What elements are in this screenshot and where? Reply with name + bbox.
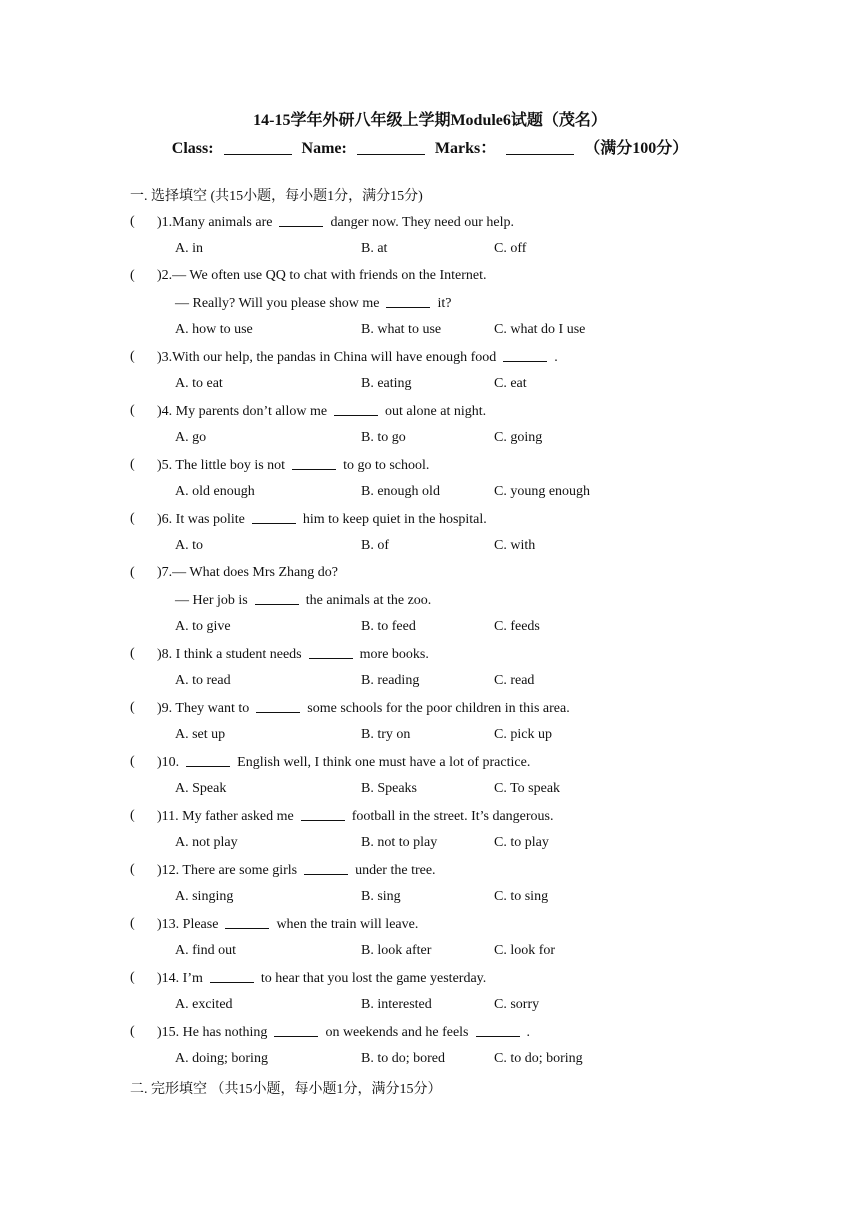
question-row — [0, 644, 860, 671]
question-row — [0, 212, 860, 239]
question-row — [0, 806, 860, 833]
answer-paren[interactable]: ( — [130, 268, 135, 283]
question-row — [0, 509, 860, 536]
answer-blank[interactable] — [255, 590, 299, 605]
question-stem — [157, 860, 436, 880]
option-c[interactable]: C. read — [494, 673, 535, 688]
stem-text: out alone at night. — [385, 404, 487, 419]
option-b[interactable]: B. eating — [361, 376, 412, 391]
answer-blank[interactable] — [301, 806, 345, 821]
stem-text: under the tree. — [355, 863, 436, 878]
question-stem — [157, 968, 486, 988]
stem-text: it? — [437, 296, 452, 311]
question-row — [0, 401, 860, 428]
stem-text: — Really? Will you please show me — [175, 296, 380, 311]
answer-paren[interactable]: ( — [130, 349, 135, 364]
answer-blank[interactable] — [274, 1022, 318, 1037]
option-c[interactable]: C. eat — [494, 376, 527, 391]
options-row — [0, 617, 860, 644]
question-list — [0, 212, 860, 1076]
option-c[interactable]: C. to play — [494, 835, 549, 850]
name-blank[interactable] — [357, 154, 425, 155]
options-row — [0, 833, 860, 860]
marks-blank[interactable] — [506, 154, 574, 155]
answer-paren[interactable]: ( — [130, 403, 135, 418]
full-score: （满分100分） — [584, 140, 689, 157]
options-row — [0, 671, 860, 698]
option-c[interactable]: C. what do I use — [494, 322, 586, 337]
answer-paren[interactable]: ( — [130, 646, 135, 661]
option-b[interactable]: B. reading — [361, 673, 420, 688]
options-row — [0, 320, 860, 347]
option-c[interactable]: C. young enough — [494, 484, 591, 499]
question-row — [0, 266, 860, 293]
stem-text: . — [554, 350, 558, 365]
stem-text: )12. There are some girls — [157, 863, 298, 878]
options-row — [0, 887, 860, 914]
stem-text: )10. — [157, 755, 180, 770]
question-row — [0, 1022, 860, 1049]
option-b[interactable]: B. of — [361, 538, 389, 553]
answer-blank[interactable] — [279, 212, 323, 227]
question-continuation-row — [0, 293, 860, 320]
answer-paren[interactable]: ( — [130, 862, 135, 877]
question-continuation — [175, 590, 431, 610]
option-a[interactable]: A. to give — [175, 619, 231, 634]
stem-text: on weekends and he feels — [325, 1025, 469, 1040]
answer-blank[interactable] — [476, 1022, 520, 1037]
option-b[interactable]: B. enough old — [361, 484, 440, 499]
answer-paren[interactable]: ( — [130, 1024, 135, 1039]
option-a[interactable]: A. to eat — [175, 376, 223, 391]
class-blank[interactable] — [224, 154, 292, 155]
answer-blank[interactable] — [503, 347, 547, 362]
stem-text: )3.With our help, the pandas in China will have enough food — [157, 350, 497, 365]
stem-text: )4. My parents don’t allow me — [157, 404, 328, 419]
stem-text: English well, I think one must have a lot of practice. — [237, 755, 531, 770]
answer-paren[interactable]: ( — [130, 214, 135, 229]
answer-blank[interactable] — [386, 293, 430, 308]
option-c[interactable]: C. to sing — [494, 889, 549, 904]
options-row — [0, 779, 860, 806]
answer-paren[interactable]: ( — [130, 565, 135, 580]
option-c[interactable]: C. sorry — [494, 997, 540, 1012]
question-row — [0, 968, 860, 995]
option-b[interactable]: B. what to use — [361, 322, 442, 337]
options-row — [0, 536, 860, 563]
option-a[interactable]: A. set up — [175, 727, 226, 742]
answer-blank[interactable] — [225, 914, 269, 929]
option-a[interactable]: A. old enough — [175, 484, 255, 499]
question-stem — [157, 698, 570, 718]
answer-paren[interactable]: ( — [130, 754, 135, 769]
options-row — [0, 374, 860, 401]
question-row — [0, 914, 860, 941]
answer-blank[interactable] — [334, 401, 378, 416]
option-a[interactable]: A. doing; boring — [175, 1051, 268, 1066]
question-stem — [157, 347, 558, 367]
option-a[interactable]: A. go — [175, 430, 207, 445]
answer-blank[interactable] — [252, 509, 296, 524]
option-c[interactable]: C. To speak — [494, 781, 561, 796]
options-row — [0, 995, 860, 1022]
option-c[interactable]: C. look for — [494, 943, 556, 958]
option-a[interactable]: A. to read — [175, 673, 231, 688]
stem-text: )9. They want to — [157, 701, 250, 716]
question-stem — [157, 644, 429, 664]
question-stem — [157, 509, 487, 529]
question-stem — [157, 212, 514, 232]
section-2-heading: 二. 完形填空 （共15小题，每小题1分，满分15分） — [130, 1082, 442, 1097]
question-stem — [157, 752, 530, 772]
stem-text: )14. I’m — [157, 971, 203, 986]
question-stem — [157, 1022, 530, 1042]
option-c[interactable]: C. pick up — [494, 727, 552, 742]
option-b[interactable]: B. sing — [361, 889, 401, 904]
stem-text: him to keep quiet in the hospital. — [302, 512, 487, 527]
answer-blank[interactable] — [210, 968, 254, 983]
option-c[interactable]: C. feeds — [494, 619, 540, 634]
stem-text: )8. I think a student needs — [157, 647, 302, 662]
answer-blank[interactable] — [292, 455, 336, 470]
question-row — [0, 860, 860, 887]
section-1-heading: 一. 选择填空 (共15小题，每小题1分，满分15分) — [130, 189, 423, 204]
stem-text: to hear that you lost the game yesterday. — [260, 971, 487, 986]
question-stem — [157, 914, 418, 934]
stem-text: )2.— We often use QQ to chat with friends on the Internet. — [157, 268, 487, 283]
question-row — [0, 455, 860, 482]
question-stem — [157, 401, 486, 421]
answer-paren[interactable]: ( — [130, 916, 135, 931]
option-b[interactable]: B. to do; bored — [361, 1051, 445, 1066]
marks-label: Marks： — [434, 140, 497, 157]
question-stem — [157, 455, 429, 475]
option-c[interactable]: C. with — [494, 538, 536, 553]
option-b[interactable]: B. look after — [361, 943, 432, 958]
option-b[interactable]: B. try on — [361, 727, 411, 742]
stem-text: to go to school. — [343, 458, 430, 473]
answer-paren[interactable]: ( — [130, 970, 135, 985]
option-a[interactable]: A. to — [175, 538, 203, 553]
options-row — [0, 239, 860, 266]
option-b[interactable]: B. to go — [361, 430, 406, 445]
options-row — [0, 941, 860, 968]
options-row — [0, 482, 860, 509]
question-row — [0, 752, 860, 779]
answer-blank[interactable] — [309, 644, 353, 659]
option-b[interactable]: B. at — [361, 241, 388, 256]
answer-paren[interactable]: ( — [130, 700, 135, 715]
answer-paren[interactable]: ( — [130, 808, 135, 823]
stem-text: some schools for the poor children in this area. — [307, 701, 570, 716]
answer-paren[interactable]: ( — [130, 511, 135, 526]
option-a[interactable]: A. find out — [175, 943, 237, 958]
option-c[interactable]: C. to do; boring — [494, 1051, 583, 1066]
stem-text: more books. — [359, 647, 429, 662]
option-a[interactable]: A. excited — [175, 997, 233, 1012]
answer-paren[interactable]: ( — [130, 457, 135, 472]
stem-text: football in the street. It’s dangerous. — [351, 809, 554, 824]
options-row — [0, 725, 860, 752]
stem-text: — Her job is — [175, 593, 248, 608]
name-label: Name: — [301, 140, 347, 157]
option-a[interactable]: A. singing — [175, 889, 234, 904]
document-title: 14-15学年外研八年级上学期Module6试题（茂名） — [253, 112, 607, 129]
option-a[interactable]: A. Speak — [175, 781, 227, 796]
stem-text: the animals at the zoo. — [305, 593, 432, 608]
option-a[interactable]: A. not play — [175, 835, 238, 850]
option-a[interactable]: A. in — [175, 241, 203, 256]
question-stem — [157, 563, 338, 582]
stem-text: when the train will leave. — [276, 917, 419, 932]
option-b[interactable]: B. not to play — [361, 835, 438, 850]
question-stem — [157, 806, 554, 826]
options-row — [0, 1049, 860, 1076]
answer-blank[interactable] — [304, 860, 348, 875]
stem-text: )15. He has nothing — [157, 1025, 268, 1040]
question-row — [0, 347, 860, 374]
option-b[interactable]: B. to feed — [361, 619, 416, 634]
question-continuation-row — [0, 590, 860, 617]
answer-blank[interactable] — [186, 752, 230, 767]
options-row — [0, 428, 860, 455]
stem-text: )11. My father asked me — [157, 809, 294, 824]
answer-blank[interactable] — [256, 698, 300, 713]
stem-text: )1.Many animals are — [157, 215, 273, 230]
stem-text: )7.— What does Mrs Zhang do? — [157, 565, 338, 580]
student-info-line — [0, 135, 860, 158]
option-b[interactable]: B. interested — [361, 997, 432, 1012]
stem-text: danger now. They need our help. — [330, 215, 514, 230]
stem-text: )6. It was polite — [157, 512, 245, 527]
question-stem — [157, 266, 486, 285]
stem-text: )13. Please — [157, 917, 219, 932]
stem-text: )5. The little boy is not — [157, 458, 286, 473]
question-continuation — [175, 293, 451, 313]
question-row — [0, 698, 860, 725]
stem-text: . — [526, 1025, 530, 1040]
question-row — [0, 563, 860, 590]
class-label: Class: — [171, 140, 214, 157]
option-b[interactable]: B. Speaks — [361, 781, 417, 796]
option-c[interactable]: C. going — [494, 430, 543, 445]
option-c[interactable]: C. off — [494, 241, 527, 256]
option-a[interactable]: A. how to use — [175, 322, 253, 337]
